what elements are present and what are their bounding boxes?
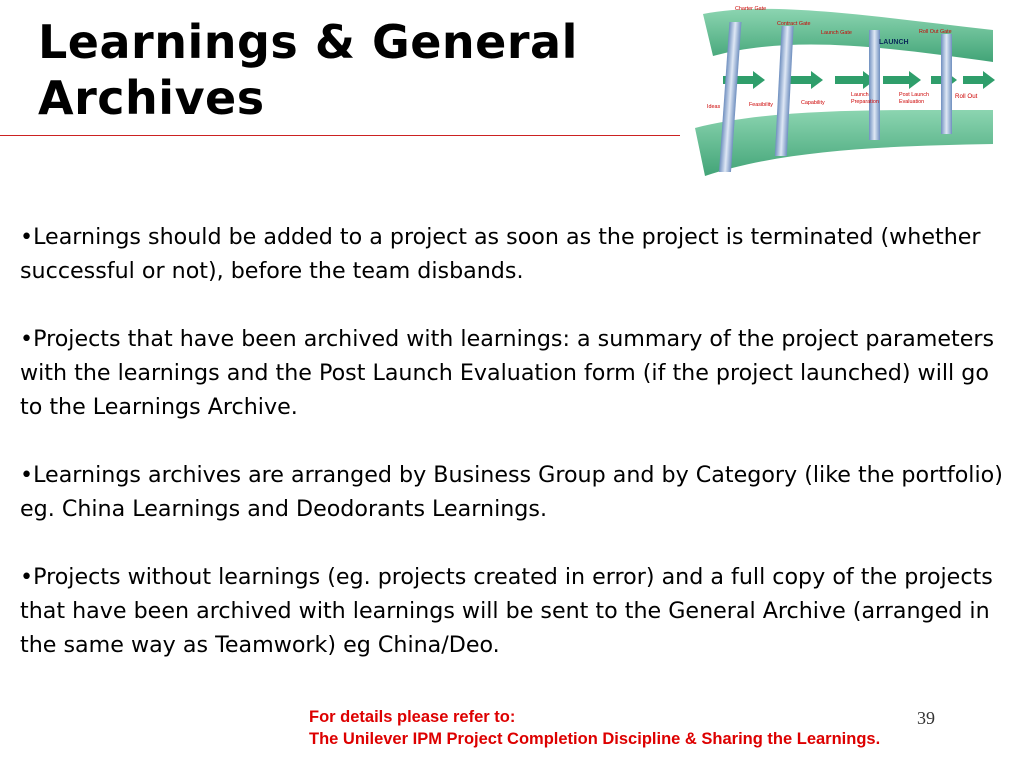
reference-note xyxy=(309,706,880,750)
reference-line-2: The Unilever IPM Project Completion Discipline & Sharing the Learnings. xyxy=(309,730,881,748)
funnel-gate-diagram xyxy=(683,0,998,178)
ideas-label: Ideas xyxy=(707,104,721,110)
slide-title-line1: Learnings & General xyxy=(38,15,578,69)
roll-out-gate-label: Roll Out Gate xyxy=(919,29,952,35)
page-number: 39 xyxy=(917,708,935,728)
bullet-item-1: •Learnings should be added to a project as soon as the project is terminated (whether successful or not), before the team disbands. xyxy=(20,224,981,284)
feasibility-label: Feasibility xyxy=(749,102,773,108)
post-launch-label-1: Post Launch xyxy=(899,92,929,98)
capability-label: Capability xyxy=(801,100,825,106)
contract-gate-label: Contract Gate xyxy=(777,21,811,27)
bullet-item-4: •Projects without learnings (eg. projects created in error) and a full copy of the projects that have been archived with learnings will be sent to the General Archive (arranged in the same way as Teamwork) eg China/Deo. xyxy=(20,564,993,658)
post-launch-label-2: Evaluation xyxy=(899,99,925,105)
slide-title xyxy=(38,14,578,126)
bullet-item-3: •Learnings archives are arranged by Business Group and by Category (like the portfolio) eg. China Learnings and Deodorants Learnings. xyxy=(20,462,1003,522)
roll-out-label: Roll Out xyxy=(955,93,978,100)
launch-gate-label: Launch Gate xyxy=(821,30,852,36)
bullet-list xyxy=(20,220,1010,696)
launch-prep-label-2: Preparation xyxy=(851,99,879,105)
flow-arrows xyxy=(723,71,995,89)
slide-title-line2: Archives xyxy=(38,71,265,125)
launch-prep-label-1: Launch xyxy=(851,92,869,98)
reference-line-1: For details please refer to: xyxy=(309,708,516,726)
title-divider xyxy=(0,135,680,136)
bullet-item-2: •Projects that have been archived with learnings: a summary of the project parameters with the learnings and the Post Launch Evaluation form (if the project launched) will go to the Learnings Archive. xyxy=(20,326,995,420)
charter-gate-label: Charter Gate xyxy=(735,6,767,12)
launch-label: LAUNCH xyxy=(879,39,909,46)
